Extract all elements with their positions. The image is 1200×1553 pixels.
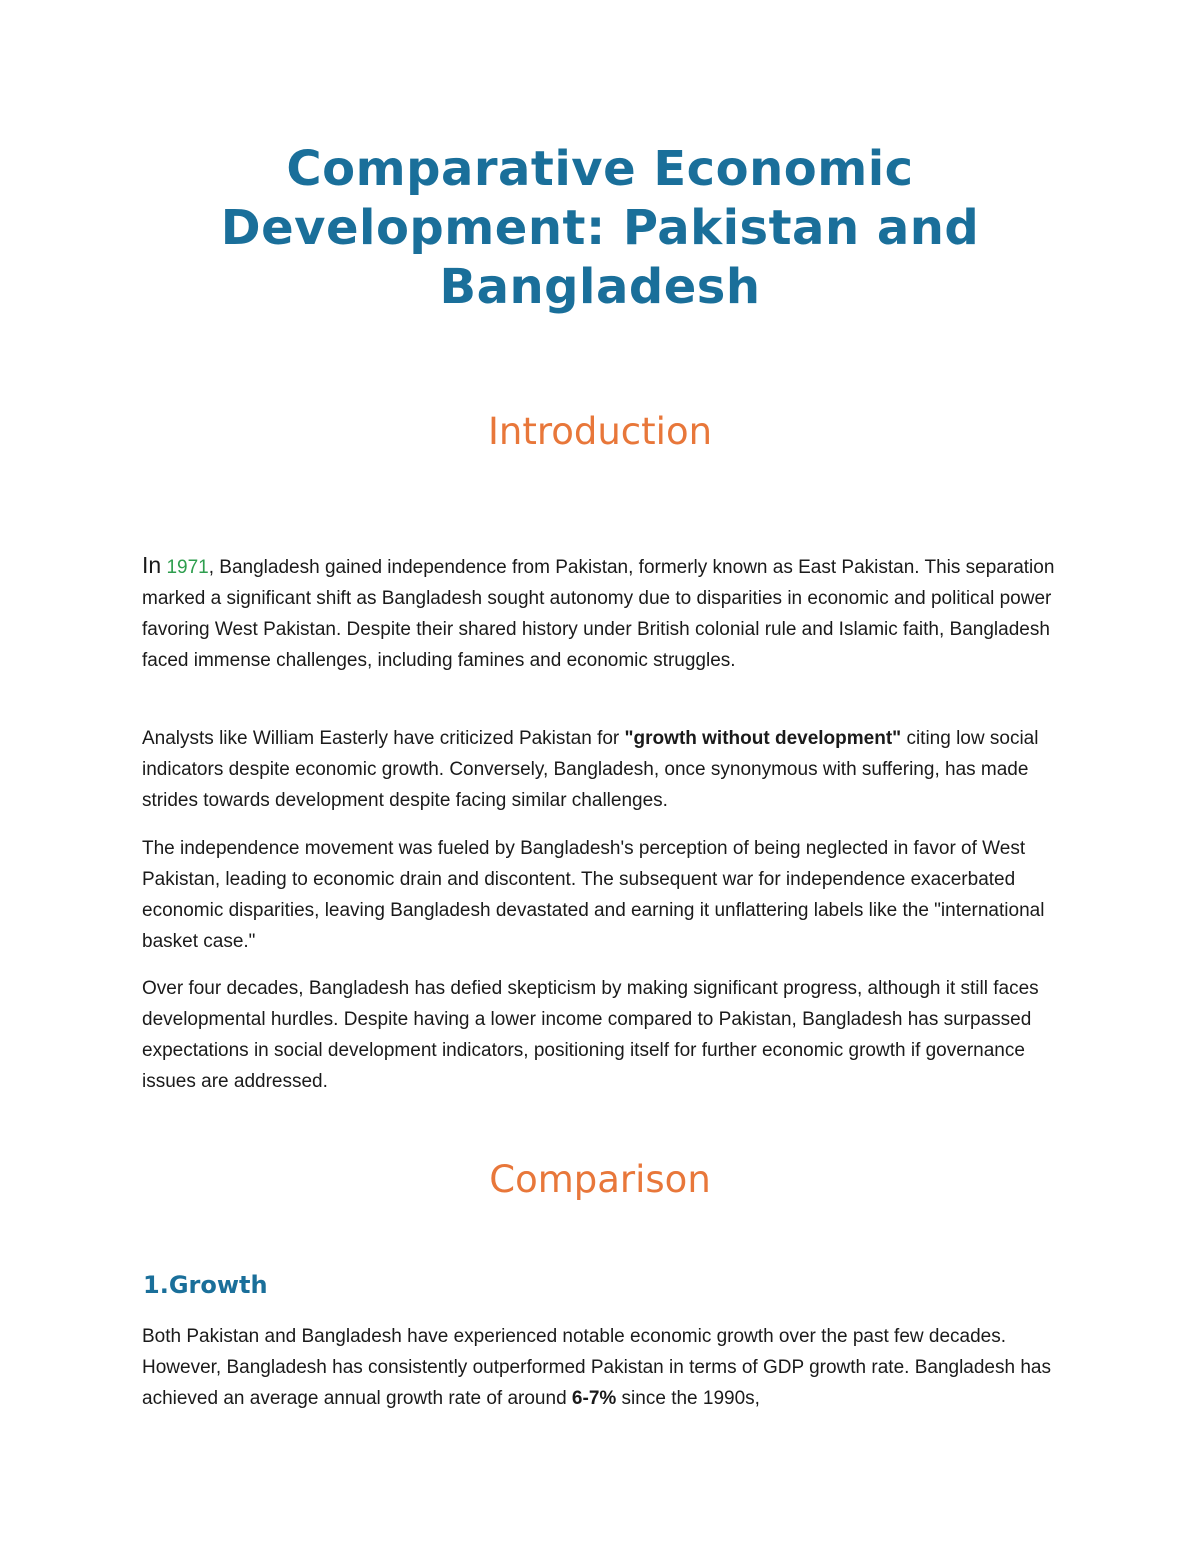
comparison-heading: Comparison (489, 1158, 711, 1201)
intro-paragraph-4: Over four decades, Bangladesh has defied skepticism by making significant progress, although it still faces developmental hurdles. Despite having a lower income compared to Pakistan, Bangladesh has surpassed expectations in social development indicators, positioning itself for further economic growth if governance issues are addressed. (142, 978, 1039, 1092)
dropcap: In (142, 552, 162, 578)
intro-paragraph-2-after: citing low social indicators despite economic growth. Conversely, Bangladesh, once synonymous with suffering, has made strides towards development despite facing similar challenges. (142, 728, 1039, 811)
document-title (150, 140, 1050, 317)
year-highlight: 1971 (166, 557, 209, 578)
intro-paragraph-1-text: , Bangladesh gained independence from Pakistan, formerly known as East Pakistan. This separation marked a significant shift as Bangladesh sought autonomy due to disparities in economic and political power favoring West Pakistan. Despite their shared history under British colonial rule and Islamic faith, Bangladesh faced immense challenges, including famines and economic struggles. (142, 557, 1055, 671)
introduction-heading: Introduction (487, 410, 713, 453)
growth-heading: 1.Growth (143, 1271, 268, 1299)
intro-paragraph-3: The independence movement was fueled by Bangladesh's perception of being neglected in favor of West Pakistan, leading to economic drain and discontent. The subsequent war for independence exacerbated economic disparities, leaving Bangladesh devastated and earning it unflattering labels like the "international basket case." (142, 838, 1045, 952)
growth-without-development-quote: "growth without development" (624, 728, 902, 749)
growth-rate-value: 6-7% (571, 1388, 617, 1409)
intro-paragraph-2 (142, 723, 1062, 816)
growth-paragraph-after: since the 1990s, (616, 1388, 760, 1409)
title-line-1: Comparative Economic (286, 141, 914, 197)
title-line-2: Development: Pakistan and (220, 200, 980, 256)
growth-paragraph (142, 1321, 1062, 1414)
title-line-3: Bangladesh (439, 259, 761, 315)
intro-paragraph-1 (142, 550, 1062, 676)
growth-paragraph-before: Both Pakistan and Bangladesh have experienced notable economic growth over the past few decades. However, Bangladesh has consistently outperformed Pakistan in terms of GDP growth rate. Bangladesh has achieved an average annual growth rate of around (142, 1326, 1051, 1409)
intro-paragraph-2-before: Analysts like William Easterly have criticized Pakistan for (142, 728, 625, 749)
